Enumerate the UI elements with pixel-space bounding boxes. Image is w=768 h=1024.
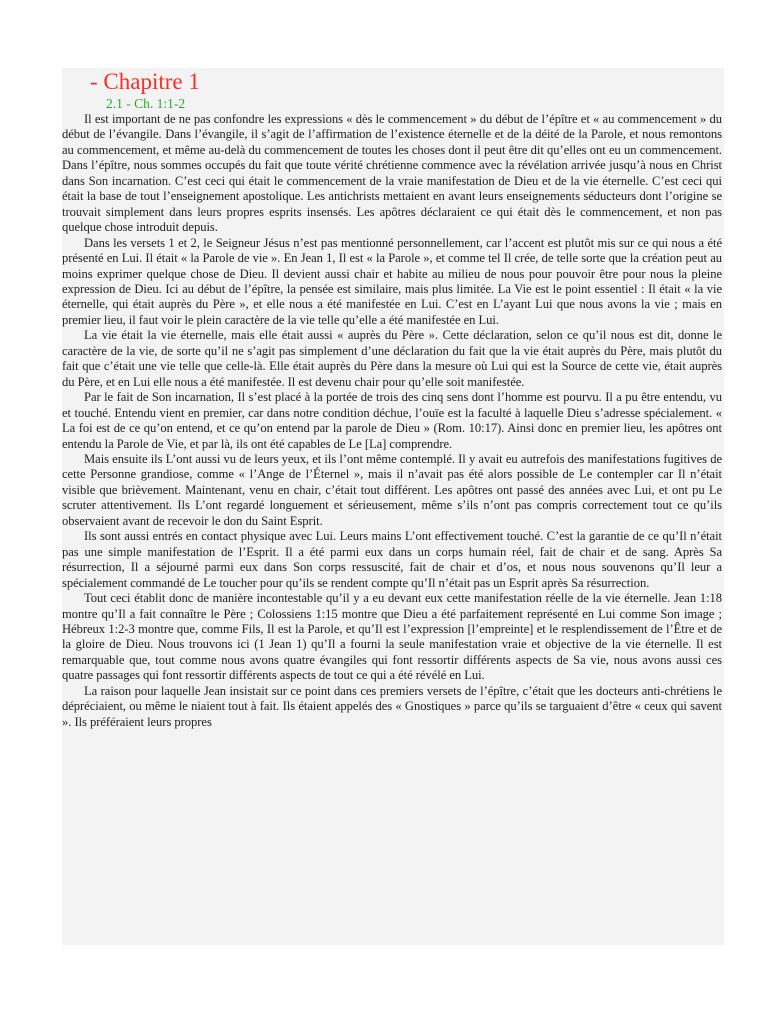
document-body [62, 68, 722, 730]
chapter-title: - Chapitre 1 [90, 69, 200, 94]
paragraph: Ils sont aussi entrés en contact physique avec Lui. Leurs mains L’ont effectivement touché. C’est la garantie de ce qu’Il n’était pas une simple manifestation de l’Esprit. Il a été parmi eux dans un corps humain réel, fait de chair et de sang. Après Sa résurrection, Il a séjourné parmi eux dans Son corps ressuscité, fait de chair et d’os, et nous nous souvenons qu’Il leur a spécialement commandé de Le toucher pour qu’ils se rendent compte qu’Il n’était pas un Esprit après Sa résurrection. [62, 529, 722, 590]
paragraph: Mais ensuite ils L’ont aussi vu de leurs yeux, et ils l’ont même contemplé. Il y avait eu autrefois des manifestations fugitives de cette Personne grandiose, comme « l’Ange de l’Éternel », mais il n’avait pas été alors possible de Le contempler car Il n’était visible que brièvement. Maintenant, venu en chair, c’était tout différent. Les apôtres ont passé des années avec Lui, et ont pu Le scruter attentivement. Ils L’ont regardé longuement et sérieusement, même s’ils n’ont pas compris correctement tout ce qu’ils observaient avant de recevoir le don du Saint Esprit. [62, 451, 722, 528]
section-reference: 2.1 - Ch. 1:1-2 [106, 96, 186, 111]
paragraph: Par le fait de Son incarnation, Il s’est placé à la portée de trois des cinq sens dont l’homme est pourvu. Il a pu être entendu, vu et touché. Entendu vient en premier, car dans notre condition déchue, l’ouïe est la faculté à laquelle Dieu s’adresse spécialement. « La foi est de ce qu’on entend, et ce qu’on entend par la parole de Dieu » (Rom. 10:17). Ainsi donc en premier lieu, les apôtres ont entendu la Parole de Vie, et par là, ils ont été capables de Le [La] comprendre. [62, 390, 722, 451]
paragraph: Tout ceci établit donc de manière incontestable qu’il y a eu devant eux cette manifestation réelle de la vie éternelle. Jean 1:18 montre qu’Il a fait connaître le Père ; Colossiens 1:15 montre que Dieu a été parfaitement représenté en Lui comme Son image ; Hébreux 1:2-3 montre que, comme Fils, Il est la Parole, et qu’Il est l’expression [l’empreinte] et le resplendissement de l’Être et de la gloire de Dieu. Nous trouvons ici (1 Jean 1) qu’Il a fourni la seule manifestation vraie et objective de la vie éternelle. Il est remarquable que, tout comme nous avons quatre évangiles qui font ressortir différents aspects de Sa vie, nous avons aussi ces quatre passages qui font ressortir différents aspects de tout ce qui a été révélé en Lui. [62, 591, 722, 683]
paragraph: Il est important de ne pas confondre les expressions « dès le commencement » du début de l’épître et « au commencement » du début de l’évangile. Dans l’évangile, il s’agit de l’affirmation de l’existence éternelle et de la déité de la Parole, et nous remontons au commencement, et même au-delà du commencement de toutes les choses dont il peut être dit qu’elles ont eu un commencement. Dans l’épître, nous sommes occupés du fait que toute vérité chrétienne commence avec la révélation arrivée jusqu’à nous en Christ dans Son incarnation. C’est ceci qui était le commencement de la vraie manifestation de Dieu et de la vie éternelle. C’est ceci qui était la base de tout l’enseignement apostolique. Les antichrists mettaient en avant leurs enseignements séducteurs dont l’origine se trouvait simplement dans leurs propres esprits insensés. Les apôtres déclaraient ce qui était dès le commencement, et non pas quelque chose introduit depuis. [62, 112, 722, 235]
paragraph: La raison pour laquelle Jean insistait sur ce point dans ces premiers versets de l’épître, c’était que les docteurs anti-chrétiens le dépréciaient, ou même le niaient tout à fait. Ils étaient appelés des « Gnostiques » parce qu’ils se targuaient d’être « ceux qui savent ». Ils préféraient leurs propres [62, 683, 722, 729]
paragraph: La vie était la vie éternelle, mais elle était aussi « auprès du Père ». Cette déclaration, selon ce qu’il nous est dit, donne le caractère de la vie, de sorte qu’il ne s’agit pas simplement d’une déclaration du fait que la vie était auprès du Père, mais plutôt du fait que c’était une vie telle que celle-là. Elle était auprès du Père dans la mesure où Lui qui est la Source de cette vie, était auprès du Père, et en Lui elle nous a été manifestée. Il est devenu chair pour qu’elle soit manifestée. [62, 328, 722, 389]
paragraph: Dans les versets 1 et 2, le Seigneur Jésus n’est pas mentionné personnellement, car l’accent est plutôt mis sur ce qui nous a été présenté en Lui. Il était « la Parole de vie ». En Jean 1, Il est « la Parole », et comme tel Il crée, de telle sorte que la création peut au moins exprimer quelque chose de Dieu. Il devient aussi chair et habite au milieu de nous pour pouvoir être pour nous la pleine expression de Dieu. Ici au début de l’épître, la pensée est similaire, mais plus limitée. La Vie est le point essentiel : Il était « la vie éternelle, qui était auprès du Père », et elle nous a été manifestée en Lui. C’est en L’ayant Lui que nous avons la vie ; mais en premier lieu, il faut voir le plein caractère de la vie telle qu’elle a été manifestée en Lui. [62, 235, 722, 327]
